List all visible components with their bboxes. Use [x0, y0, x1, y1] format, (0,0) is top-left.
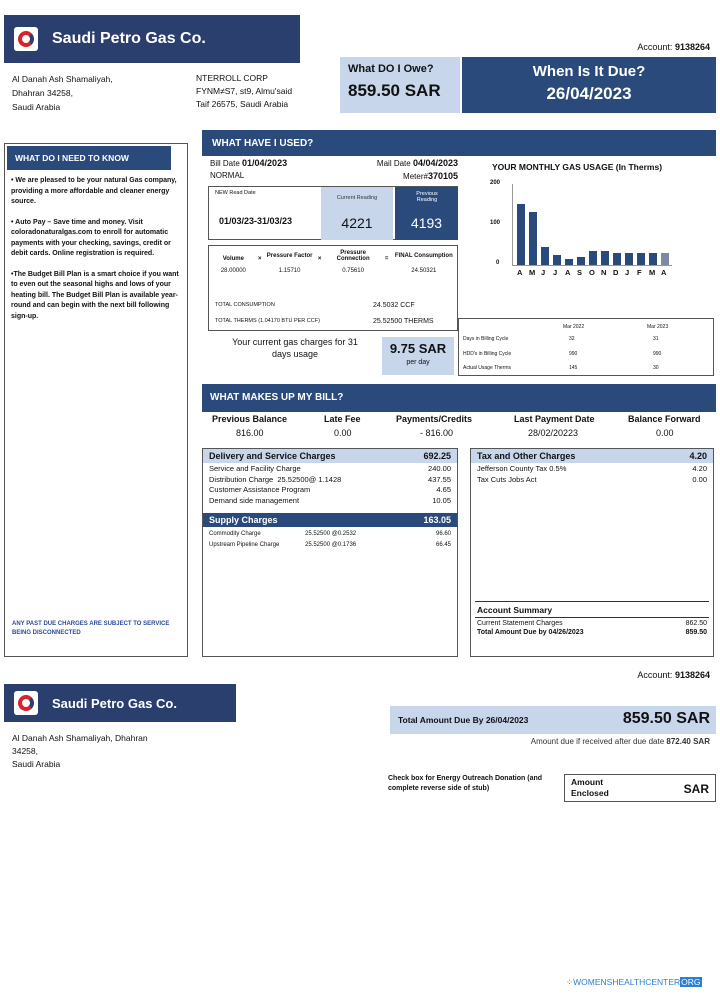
stub-address: Al Danah Ash Shamaliyah, Dhahran 34258, Saudi Arabia	[12, 733, 148, 769]
read-dates: 01/03/23-31/03/23	[219, 216, 293, 226]
chart-bar	[529, 212, 537, 265]
need-to-know-paragraph: •The Budget Bill Plan is a smart choice if you want to even out the seasonal highs and lows of your heating bill. The Budget Bill Plan is available year-round and can begin with the next bill following sign-up.	[11, 270, 179, 320]
table-row: Total Amount Due by 04/26/2023 859.50	[477, 629, 707, 636]
table-row: Demand side management 10.05	[209, 495, 451, 505]
chart-bar	[589, 251, 597, 265]
tax-panel	[470, 448, 714, 657]
chart-bar	[625, 253, 633, 265]
table-row: Commodity Charge 25.52500 @0.2532 96.60	[209, 531, 451, 537]
chart-bar	[577, 257, 585, 265]
amount-owed-box: What DO I Owe? 859.50 SAR	[340, 57, 460, 113]
charges-panel	[202, 448, 458, 657]
account-number: Account: 9138264	[637, 42, 710, 52]
used-title: WHAT HAVE I USED?	[202, 130, 716, 156]
total-therms: 25.52500 THERMS	[373, 318, 434, 325]
chart-x-label: N	[601, 268, 607, 277]
account-summary: Account Summary Current Statement Charges 862.50 Total Amount Due by 04/26/2023 859.50	[475, 601, 709, 636]
chart-x-axis	[514, 268, 674, 278]
chart-bar	[565, 259, 573, 265]
need-to-know-panel	[4, 143, 188, 657]
current-reading: 4221	[341, 215, 373, 231]
table-row: Jefferson County Tax 0.5% 4.20	[477, 464, 707, 473]
chart-x-label: A	[661, 268, 667, 277]
donation-checkbox-label[interactable]: Check box for Energy Outreach Donation (and complete reverse side of stub)	[388, 775, 543, 792]
customer-address: Al Danah Ash Shamaliyah, Dhahran 34258, Saudi Arabia	[12, 74, 113, 112]
delivery-rows	[203, 463, 457, 507]
chart-title: YOUR MONTHLY GAS USAGE (In Therms)	[492, 162, 663, 172]
charges-text: Your current gas charges for 31 days usage	[232, 337, 358, 359]
chart-x-label: O	[589, 268, 595, 277]
chart-bar	[541, 247, 549, 265]
supply-rows	[203, 527, 457, 553]
need-to-know-paragraph: • Auto Pay – Save time and money. Visit coloradonaturalgas.com to enroll for automatic payments with your checking, savings, credit or debit cards. Online registration is required.	[11, 218, 171, 257]
chart-x-label: A	[565, 268, 571, 277]
logo-icon	[14, 689, 44, 717]
chart-x-label: S	[577, 268, 583, 277]
previous-reading: 4193	[410, 215, 443, 231]
usage-bar-chart	[512, 184, 672, 266]
chart-x-label: D	[613, 268, 619, 277]
table-row: Service and Facility Charge 240.00	[209, 464, 451, 473]
table-row: Upstream Pipeline Charge 25.52500 @0.1736 66.45	[209, 542, 451, 548]
chart-bar	[661, 253, 669, 265]
chart-x-label: J	[541, 268, 546, 277]
consumption-table: Volume × Pressure Factor × Pressure Connection = FINAL Consumption 28.00000 1.15710 0.75610 24.50321	[220, 250, 453, 274]
comparison-table: Mar 2022 Mar 2023 Days in Billing Cycle 32 31 HDD's in Billing Cycle 990 990 Actual Usage Therms 145 30	[458, 318, 714, 376]
disconnect-notice: ANY PAST DUE CHARGES ARE SUBJECT TO SERVICE BEING DISCONNECTED	[12, 621, 170, 636]
per-day-box: 9.75 SAR per day	[382, 337, 454, 375]
amount-enclosed-field[interactable]: Amount Enclosed SAR	[564, 774, 716, 802]
watermark: ⁘WOMENSHEALTHCENTERORG	[566, 977, 701, 987]
need-to-know-paragraph: • We are pleased to be your natural Gas company, providing a more affordable and cleaner energy source.	[11, 177, 177, 205]
logo-icon	[14, 25, 44, 53]
due-date-box: When Is It Due? 26/04/2023	[462, 57, 716, 113]
stub-account-number: Account: 9138264	[637, 670, 710, 680]
table-row: Tax Cuts Jobs Act 0.00	[477, 474, 707, 484]
chart-bar	[613, 253, 621, 265]
table-row: Customer Assistance Program 4.65	[209, 485, 451, 494]
chart-x-label: J	[553, 268, 558, 277]
balance-summary: Previous Balance Late Fee Payments/Credits Last Payment Date Balance Forward 816.00 0.00 - 816.00 28/02/20223 0.00	[212, 414, 701, 438]
chart-bar	[649, 253, 657, 265]
supply-header: Supply Charges 163.05	[203, 513, 457, 527]
chart-bar	[601, 251, 609, 265]
chart-x-label: M	[529, 268, 536, 277]
chart-x-label: A	[517, 268, 523, 277]
chart-x-label: M	[649, 268, 656, 277]
chart-x-label: J	[625, 268, 630, 277]
chart-bar	[553, 255, 561, 265]
meter-reading-box: NEW Read Date 01/03/23-31/03/23 Current Reading 4221 Previous Reading 4193	[208, 186, 458, 240]
need-to-know-title: WHAT DO I NEED TO KNOW	[7, 146, 171, 170]
chart-x-label: F	[637, 268, 642, 277]
stub-total-due: Total Amount Due By 26/04/2023 859.50 SAR	[390, 706, 716, 734]
chart-bar	[517, 204, 525, 266]
bill-info: Bill Date 01/04/2023 Mail Date 04/04/2023 NORMAL Meter#370105	[210, 158, 458, 181]
after-due-amount: Amount due if received after due date 872.40 SAR	[530, 737, 710, 746]
chart-y-axis: 200 100 0	[490, 180, 501, 266]
total-consumption: 24.5032 CCF	[373, 302, 415, 309]
service-address: NTERROLL CORP FYNM≠S7, st9, Almu'said Taif 26575, Saudi Arabia	[196, 73, 293, 109]
delivery-header: Delivery and Service Charges 692.25	[203, 449, 457, 463]
table-row: Current Statement Charges 862.50	[477, 620, 707, 627]
makes-up-title: WHAT MAKES UP MY BILL?	[202, 384, 716, 412]
dots-icon: ⁘	[566, 977, 574, 987]
chart-bar	[637, 253, 645, 265]
table-row: Distribution Charge 25.52500@ 1.1428 437.55	[209, 474, 451, 484]
consumption-box: Volume × Pressure Factor × Pressure Connection = FINAL Consumption 28.00000 1.15710 0.75610 24.50321 TOTAL CONSUMPTION 24.5032 CCF TOTAL THERMS (1.04170 BTU PER CCF) 25.52500 THERMS	[208, 245, 458, 331]
stub-company-logo: Saudi Petro Gas Co.	[4, 684, 236, 722]
company-name: Saudi Petro Gas Co.	[52, 30, 206, 47]
tax-header: Tax and Other Charges 4.20	[471, 449, 713, 463]
company-logo	[4, 15, 300, 63]
